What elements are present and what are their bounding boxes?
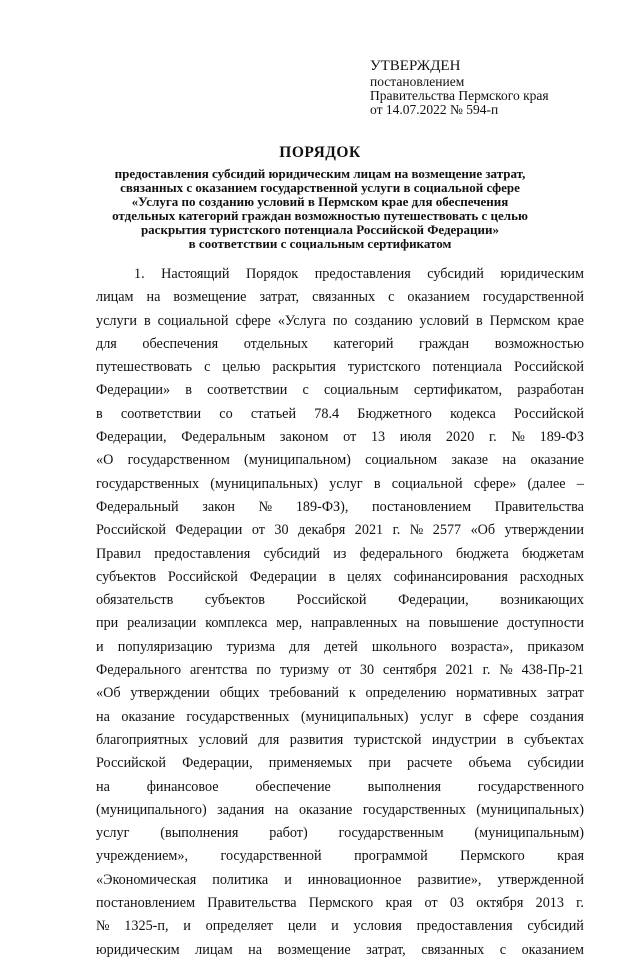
subtitle-line: связанных с оказанием государственной услуги в социальной сфере	[120, 180, 520, 195]
body-line: субъектов Российской Федерации в целях софинансирования расходных	[96, 568, 584, 585]
subtitle-line: «Услуга по созданию условий в Пермском крае для обеспечения	[131, 194, 509, 209]
body-line: «Об утверждении общих требований к определению нормативных затрат	[96, 685, 584, 702]
body-line: и популяризацию туризма для детей школьного возраста», приказом	[96, 638, 584, 655]
body-line: Правил предоставления субсидий из федерального бюджета бюджетам	[96, 545, 584, 562]
body-line: юридическим лицам на возмещение затрат, связанных с оказанием	[96, 941, 584, 958]
body-line: Федерации, Федеральным законом от 13 июля 2020 г. № 189-ФЗ	[96, 429, 584, 446]
body-line: на финансовое обеспечение выполнения государственного	[96, 778, 584, 795]
body-line: для обеспечения отдельных категорий граждан возможностью	[96, 335, 584, 352]
approval-stamp	[370, 58, 610, 117]
body-line: Российской Федерации, применяемых при расчете объема субсидии	[96, 755, 584, 772]
approval-heading: УТВЕРЖДЕН	[370, 58, 461, 74]
body-line: Федерального агентства по туризму от 30 сентября 2021 г. № 438-Пр-21	[96, 662, 584, 679]
body-line: обязательств субъектов Российской Федерации, возникающих	[96, 592, 584, 609]
body-line: (муниципального) задания на оказание государственных (муниципальных)	[96, 801, 584, 818]
body-line: услуг (выполнения работ) государственным (муниципальным)	[96, 825, 584, 842]
body-line: при реализации комплекса мер, направленных на повышение доступности	[96, 615, 584, 632]
body-line: «О государственном (муниципальном) социальном заказе на оказание	[96, 452, 584, 469]
body-line: услуги в социальной сфере «Услуга по созданию условий в Пермском крае	[96, 312, 584, 329]
body-line: Российской Федерации от 30 декабря 2021 г. № 2577 «Об утверждении	[96, 522, 584, 539]
document-title: ПОРЯДОК	[279, 144, 361, 161]
subtitle-line: предоставления субсидий юридическим лицам на возмещение затрат,	[114, 166, 526, 181]
body-line: постановлением Правительства Пермского края от 03 октября 2013 г.	[96, 895, 584, 912]
body-line: 1. Настоящий Порядок предоставления субсидий юридическим	[134, 266, 584, 282]
body-line: «Экономическая политика и инновационное развитие», утвержденной	[96, 871, 584, 888]
subtitle-line: раскрытия туристского потенциала Российской Федерации»	[140, 222, 500, 237]
body-line: государственных (муниципальных) услуг в социальной сфере» (далее –	[96, 475, 584, 492]
subtitle-line: в соответствии с социальным сертификатом	[188, 236, 452, 251]
approval-line: постановлением	[370, 74, 465, 89]
approval-line: Правительства Пермского края	[370, 88, 549, 103]
body-line: на оказание государственных (муниципальных) услуг в сфере создания	[96, 708, 584, 725]
body-line: путешествовать с целью раскрытия туристского потенциала Российской	[96, 359, 584, 376]
body-line: № 1325-п, и определяет цели и условия предоставления субсидий	[96, 918, 584, 935]
body-line: Федеральный закон № 189-ФЗ), постановлением Правительства	[96, 498, 584, 515]
approval-line: от 14.07.2022 № 594-п	[370, 102, 499, 117]
body-line: в соответствии со статьей 78.4 Бюджетного кодекса Российской	[96, 405, 584, 422]
body-line: благоприятных условий для развития туристской индустрии в субъектах	[96, 731, 584, 748]
body-line: учреждением», государственной программой Пермского края	[96, 848, 584, 865]
document-subtitle	[80, 167, 560, 251]
body-paragraph	[96, 263, 584, 962]
body-line: Федерации» в соответствии с социальным сертификатом, разработан	[96, 382, 584, 399]
subtitle-line: отдельных категорий граждан возможностью путешествовать с целью	[112, 208, 528, 223]
body-line: лицам на возмещение затрат, связанных с оказанием государственной	[96, 289, 584, 306]
